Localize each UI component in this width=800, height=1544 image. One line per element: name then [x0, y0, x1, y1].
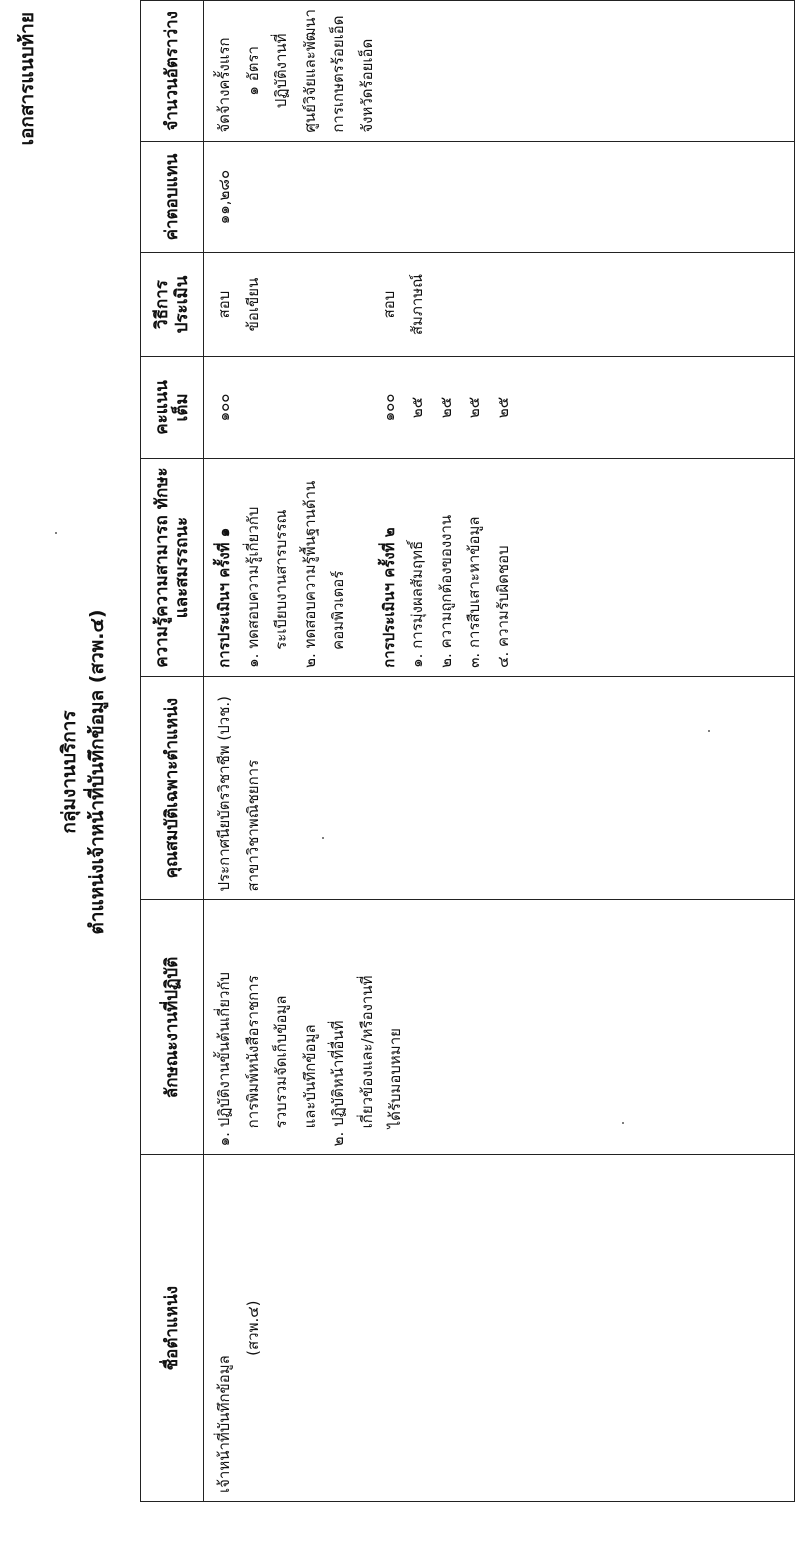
cell-qualifications: ประกาศนียบัตรวิชาชีพ (ปวช.) สาขาวิชาพณิชยการ: [204, 676, 795, 900]
cell-position-name: เจ้าหน้าที่บันทึกข้อมูล (สวพ.๔): [204, 1155, 795, 1502]
cell-compensation: ๑๑,๒๘๐: [204, 141, 795, 253]
header-duties: ลักษณะงานที่ปฏิบัติ: [141, 900, 204, 1155]
scan-speck: [55, 532, 57, 534]
table-row: [204, 1, 795, 1502]
header-full-score: คะแนน เต็ม: [141, 356, 204, 459]
scan-speck: [708, 730, 710, 732]
position-title: ตำแหน่งเจ้าหน้าที่บันทึกข้อมูล (สวพ.๔): [86, 609, 108, 935]
header-competency: ความรู้ความสามารถ ทักษะ และสมรรถนะ: [141, 459, 204, 677]
header-position: ชื่อตำแหน่ง: [141, 1155, 204, 1502]
cell-duties: ๑. ปฏิบัติงานขั้นต้นเกี่ยวกับ การพิมพ์หนังสือราชการ รวบรวมจัดเก็บข้อมูล และบันทึกข้อมูล ๒. ปฏิบัติหน้าที่อื่นที่ เกี่ยวข้องและ/หรืองานที่ ได้รับมอบหมาย: [204, 900, 795, 1155]
cell-competency: การประเมินฯ ครั้งที่ ๑ ๑. ทดสอบความรู้เกี่ยวกับ ระเบียบงานสารบรรณ ๒. ทดสอบความรู้พื้นฐานด้าน คอมพิวเตอร์ การประเมินฯ ครั้งที่ ๒ ๑. การมุ่งผลสัมฤทธิ์ ๒. ความถูกต้องของงาน ๓. การสืบเสาะหาข้อมูล ๔. ความรับผิดชอบ: [204, 459, 795, 677]
annex-label: เอกสารแนบท้าย: [16, 12, 38, 146]
scan-speck: [622, 1122, 624, 1124]
header-compensation: ค่าตอบแทน: [141, 141, 204, 253]
position-table: [140, 0, 795, 1502]
group-title: กลุ่มงานบริการ: [58, 710, 80, 834]
cell-method: สอบ ข้อเขียน สอบ สัมภาษณ์: [204, 253, 795, 356]
scan-speck: [322, 837, 324, 839]
cell-vacancy: จัดจ้างครั้งแรก ๑ อัตรา ปฏิบัติงานที่ ศูนย์วิจัยและพัฒนา การเกษตรร้อยเอ็ด จังหวัดร้อยเอ็ด: [204, 1, 795, 142]
cell-full-score: ๑๐๐ ๑๐๐ ๒๕ ๒๕ ๒๕ ๒๕: [204, 356, 795, 459]
header-method: วิธีการ ประเมิน: [141, 253, 204, 356]
header-qualifications: คุณสมบัติเฉพาะตำแหน่ง: [141, 676, 204, 900]
header-row: [141, 1, 204, 1502]
header-vacancy: จำนวนอัตราว่าง: [141, 1, 204, 142]
